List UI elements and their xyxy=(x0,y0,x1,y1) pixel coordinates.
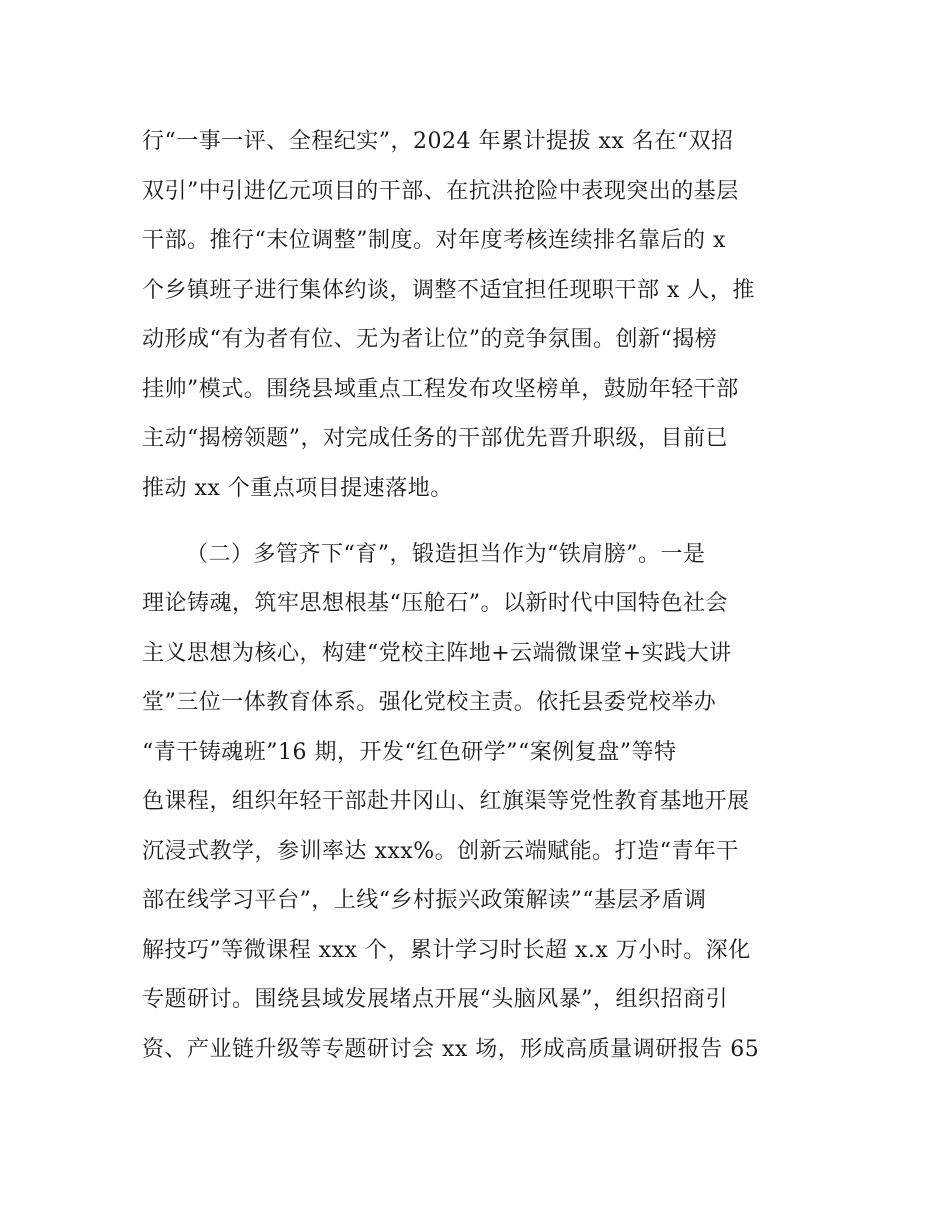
paragraph-line: 推动 xx 个重点项目提速落地。 xyxy=(142,476,453,501)
paragraph-line: “青干铸魂班”16 期，开发“红色研学”“案例复盘”等特 xyxy=(142,740,677,765)
paragraph-line: 专题研讨。围绕县域发展堵点开展“头脑风暴”，组织招商引 xyxy=(142,987,728,1012)
paragraph-line: 个乡镇班子进行集体约谈，调整不适宜担任现职干部 x 人，推 xyxy=(142,278,755,303)
paragraph-line: 色课程，组织年轻干部赴井冈山、红旗渠等党性教育基地开展 xyxy=(142,789,750,814)
paragraph-line: 资、产业链升级等专题研讨会 xx 场，形成高质量调研报告 65 xyxy=(142,1037,760,1062)
paragraph-line: 沉浸式教学，参训率达 xxx%。创新云端赋能。打造“青年干 xyxy=(142,839,739,864)
paragraph-line: （二）多管齐下“育”，锻造担当作为“铁肩膀”。一是 xyxy=(186,542,706,567)
paragraph-line: 主义思想为核心，构建“党校主阵地+云端微课堂+实践大讲 xyxy=(142,641,732,666)
paragraph-line: 动形成“有为者有位、无为者让位”的竞争氛围。创新“揭榜 xyxy=(142,327,718,352)
paragraph-line: 干部。推行“末位调整”制度。对年度考核连续排名靠后的 x xyxy=(142,228,726,253)
paragraph-line: 主动“揭榜领题”，对完成任务的干部优先晋升职级，目前已 xyxy=(142,426,728,451)
paragraph-line: 行“一事一评、全程纪实”，2024 年累计提拔 xx 名在“双招 xyxy=(142,129,734,154)
paragraph-line: 理论铸魂，筑牢思想根基“压舱石”。以新时代中国特色社会 xyxy=(142,591,728,616)
paragraph-line: 解技巧”等微课程 xxx 个，累计学习时长超 x.x 万小时。深化 xyxy=(142,938,751,963)
paragraph-line: 挂帅”模式。围绕县域重点工程发布攻坚榜单，鼓励年轻干部 xyxy=(142,377,739,402)
paragraph-line: 双引”中引进亿元项目的干部、在抗洪抢险中表现突出的基层 xyxy=(142,179,739,204)
paragraph-line: 部在线学习平台”，上线“乡村振兴政策解读”“基层矛盾调 xyxy=(142,888,707,913)
paragraph-line: 堂”三位一体教育体系。强化党校主责。依托县委党校举办 xyxy=(142,690,717,715)
